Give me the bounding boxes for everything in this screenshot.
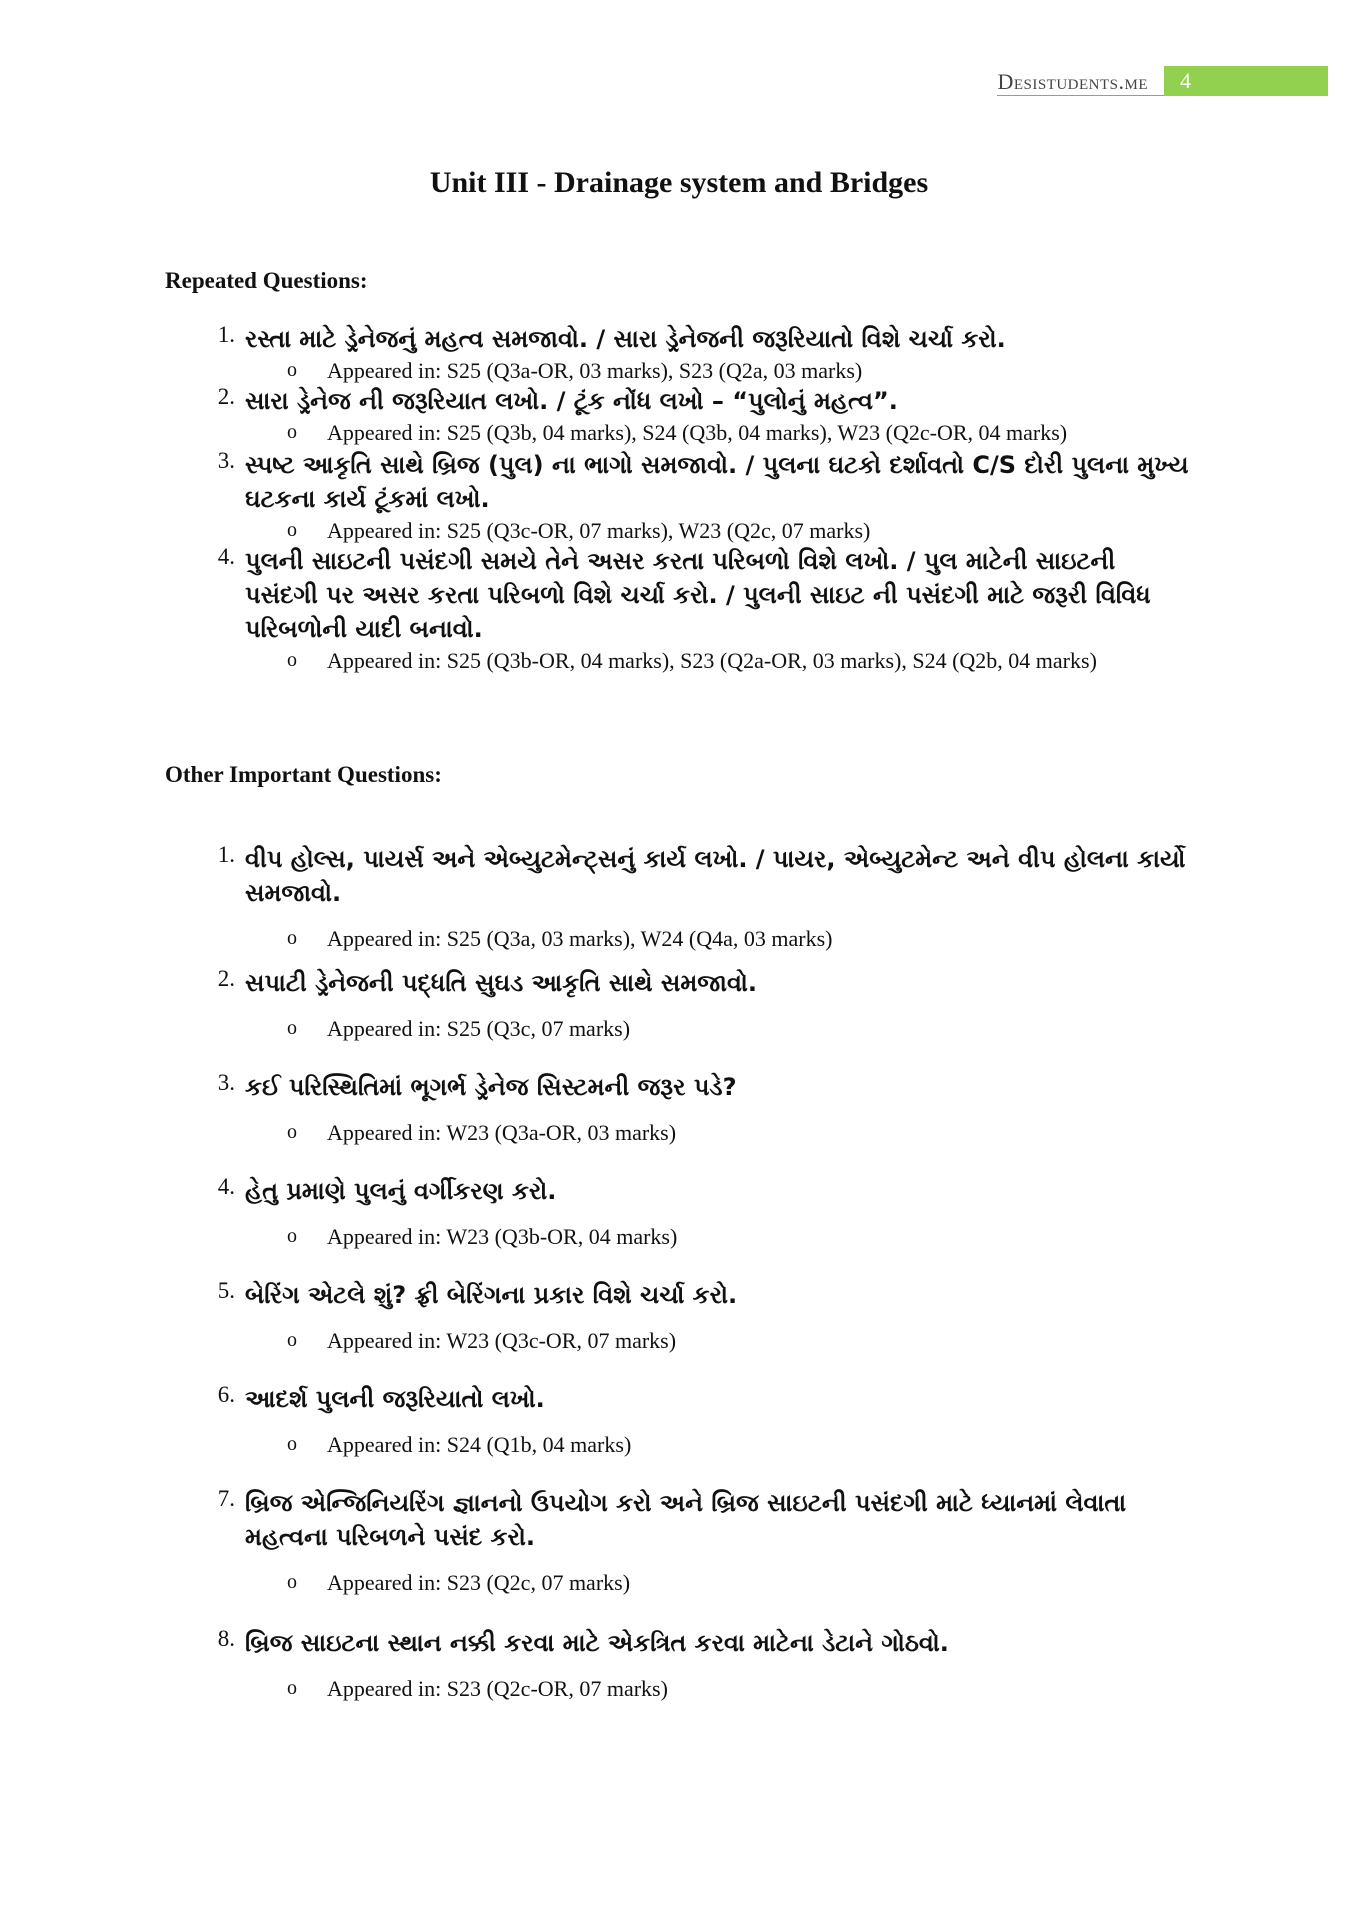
appeared-in-note <box>287 1118 1195 1147</box>
question-item <box>165 966 1195 1070</box>
appeared-in-text: Appeared in: S23 (Q2c-OR, 07 marks) <box>327 1676 668 1701</box>
bullet-icon: o <box>287 421 297 443</box>
bullet-icon: o <box>287 1121 297 1143</box>
question-text: આદર્શ પુલની જરૂરિયાતો લખો. <box>245 1385 545 1413</box>
question-text: પુલની સાઇટની પસંદગી સમયે તેને અસર કરતા પરિબળો વિશે લખો. / પુલ માટેની સાઇટની પસંદગી પર અસર કરતા પરિબળો વિશે ચર્ચા કરો. / પુલની સાઇટ ની પસંદગી માટે જરૂરી વિવિધ પરિબળોની યાદી બનાવો. <box>245 547 1151 643</box>
question-number: 7. <box>217 1486 235 1511</box>
appeared-in-text: Appeared in: W23 (Q3b-OR, 04 marks) <box>327 1224 678 1249</box>
appeared-in-note <box>287 924 1195 953</box>
appeared-in-note <box>287 1568 1195 1597</box>
appeared-in-note <box>287 1014 1195 1043</box>
question-number: 1. <box>217 322 235 347</box>
bullet-icon: o <box>287 1017 297 1039</box>
bullet-icon: o <box>287 1433 297 1455</box>
bullet-icon: o <box>287 927 297 949</box>
question-text: વીપ હોલ્સ, પાયર્સ અને એબ્યુટમેન્ટ્સનું કાર્ય લખો. / પાયર, એબ્યુટમેન્ટ અને વીપ હોલના કાર્યો સમજાવો. <box>245 845 1186 907</box>
repeated-questions-list <box>165 322 1195 704</box>
question-item <box>165 1174 1195 1278</box>
bullet-icon: o <box>287 519 297 541</box>
appeared-in-note <box>287 1674 1195 1703</box>
question-item <box>165 1626 1195 1730</box>
bullet-icon: o <box>287 1225 297 1247</box>
question-text: બ્રિજ સાઇટના સ્થાન નક્કી કરવા માટે એકત્રિત કરવા માટેના ડેટાને ગોઠવો. <box>245 1629 949 1657</box>
question-number: 5. <box>217 1278 235 1303</box>
appeared-in-note <box>287 1326 1195 1355</box>
appeared-in-text: Appeared in: S25 (Q3b-OR, 04 marks), S23 (Q2a-OR, 03 marks), S24 (Q2b, 04 marks) <box>327 648 1097 673</box>
appeared-in-text: Appeared in: S25 (Q3b, 04 marks), S24 (Q3b, 04 marks), W23 (Q2c-OR, 04 marks) <box>327 420 1068 445</box>
question-item <box>165 842 1195 966</box>
question-text: સ્પષ્ટ આકૃતિ સાથે બ્રિજ (પુલ) ના ભાગો સમજાવો. / પુલના ઘટકો દર્શાવતો C/S દોરી પુલના મુખ્ય ઘટકના કાર્ય ટૂંકમાં લખો. <box>245 451 1189 513</box>
other-questions-heading: Other Important Questions: <box>165 762 442 787</box>
appeared-in-note <box>287 1222 1195 1251</box>
question-text: રસ્તા માટે ડ્રેનેજનું મહત્વ સમજાવો. / સારા ડ્રેનેજની જરૂરિયાતો વિશે ચર્ચા કરો. <box>245 325 1006 353</box>
appeared-in-text: Appeared in: S25 (Q3a, 03 marks), W24 (Q4a, 03 marks) <box>327 926 833 951</box>
question-number: 4. <box>217 544 235 569</box>
question-item <box>165 1382 1195 1486</box>
appeared-in-note <box>287 356 1195 385</box>
bullet-icon: o <box>287 1677 297 1699</box>
appeared-in-text: Appeared in: S25 (Q3c, 07 marks) <box>327 1016 631 1041</box>
appeared-in-text: Appeared in: S25 (Q3c-OR, 07 marks), W23 (Q2c, 07 marks) <box>327 518 871 543</box>
question-item <box>165 544 1195 704</box>
question-number: 3. <box>217 1070 235 1095</box>
appeared-in-text: Appeared in: S24 (Q1b, 04 marks) <box>327 1432 632 1457</box>
question-text: સારા ડ્રેનેજ ની જરૂરિયાત લખો. / ટૂંક નોંધ લખો – “પુલોનું મહત્વ”. <box>245 387 898 415</box>
question-number: 1. <box>217 842 235 867</box>
repeated-questions-heading: Repeated Questions: <box>165 268 368 293</box>
appeared-in-note <box>287 1430 1195 1459</box>
appeared-in-text: Appeared in: W23 (Q3c-OR, 07 marks) <box>327 1328 677 1353</box>
bullet-icon: o <box>287 1571 297 1593</box>
question-text: સપાટી ડ્રેનેજની પદ્ધતિ સુઘડ આકૃતિ સાથે સમજાવો. <box>245 969 758 997</box>
question-item <box>165 1070 1195 1174</box>
bullet-icon: o <box>287 649 297 671</box>
question-number: 6. <box>217 1382 235 1407</box>
question-number: 8. <box>217 1626 235 1651</box>
question-item <box>165 322 1195 384</box>
question-number: 3. <box>217 448 235 473</box>
question-text: બ્રિજ એન્જિનિયરિંગ જ્ઞાનનો ઉપયોગ કરો અને બ્રિજ સાઇટની પસંદગી માટે ધ્યાનમાં લેવાતા મહત્વના પરિબળને પસંદ કરો. <box>245 1489 1127 1551</box>
site-name: Desistudents.me <box>997 66 1164 96</box>
question-text: હેતુ પ્રમાણે પુલનું વર્ગીકરણ કરો. <box>245 1177 557 1205</box>
appeared-in-text: Appeared in: S25 (Q3a-OR, 03 marks), S23 (Q2a, 03 marks) <box>327 358 863 383</box>
bullet-icon: o <box>287 1329 297 1351</box>
appeared-in-text: Appeared in: S23 (Q2c, 07 marks) <box>327 1570 631 1595</box>
question-item <box>165 384 1195 448</box>
page-title: Unit III - Drainage system and Bridges <box>429 166 929 199</box>
question-text: બેરિંગ એટલે શું? ફ્રી બેરિંગના પ્રકાર વિશે ચર્ચા કરો. <box>245 1281 738 1309</box>
page-number: 4 <box>1164 66 1328 96</box>
question-item <box>165 1486 1195 1626</box>
bullet-icon: o <box>287 359 297 381</box>
question-number: 2. <box>217 384 235 409</box>
page-header <box>997 66 1328 96</box>
question-item <box>165 448 1195 544</box>
appeared-in-text: Appeared in: W23 (Q3a-OR, 03 marks) <box>327 1120 677 1145</box>
other-questions-list <box>165 842 1195 1730</box>
question-number: 4. <box>217 1174 235 1199</box>
appeared-in-note <box>287 418 1195 447</box>
question-item <box>165 1278 1195 1382</box>
question-text: કઈ પરિસ્થિતિમાં ભૂગર્ભ ડ્રેનેજ સિસ્ટમની જરૂર પડે? <box>245 1073 737 1101</box>
question-number: 2. <box>217 966 235 991</box>
appeared-in-note <box>287 516 1195 545</box>
appeared-in-note <box>287 646 1195 675</box>
